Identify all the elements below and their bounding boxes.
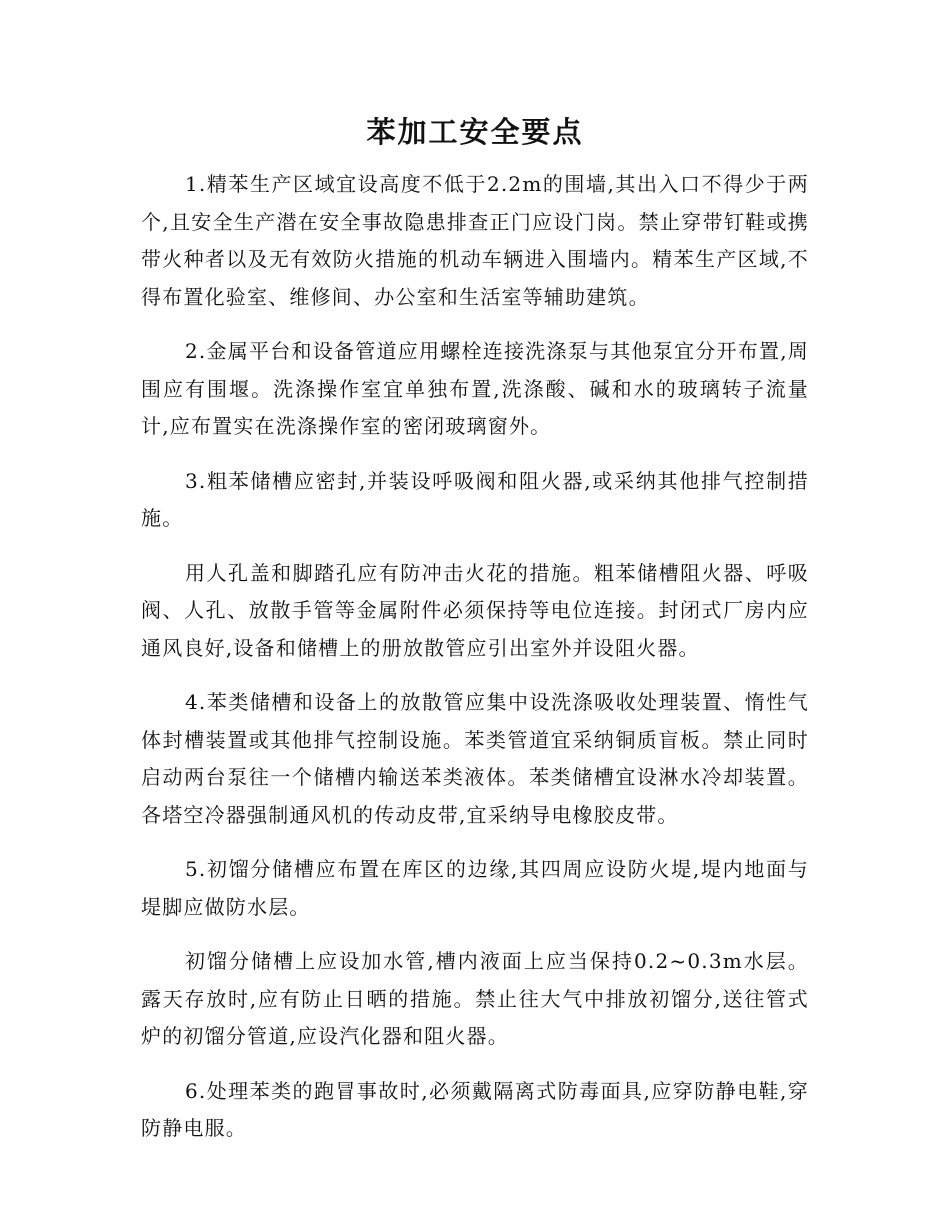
paragraph-4: 用人孔盖和脚踏孔应有防冲击火花的措施。粗苯储槽阻火器、呼吸阀、人孔、放散手管等金属附件必须保持等电位连接。封闭式厂房内应通风良好,设备和储槽上的册放散管应引出室外并设阻火器。 xyxy=(141,560,809,660)
paragraph-2: 2.金属平台和设备管道应用螺栓连接洗涤泵与其他泵宜分开布置,周围应有围堰。洗涤操作室宜单独布置,洗涤酸、碱和水的玻璃转子流量计,应布置实在洗涤操作室的密闭玻璃窗外。 xyxy=(141,339,809,438)
paragraph-3: 3.粗苯储槽应密封,并装设呼吸阀和阻火器,或采纳其他排气控制措施。 xyxy=(141,468,809,530)
document-title: 苯加工安全要点 xyxy=(366,115,584,149)
paragraph-8: 6.处理苯类的跑冒事故时,必须戴隔离式防毒面具,应穿防静电鞋,穿防静电服。 xyxy=(141,1078,809,1140)
document-body xyxy=(141,166,809,1165)
paragraph-6: 5.初馏分储槽应布置在库区的边缘,其四周应设防火堤,堤内地面与堤脚应做防水层。 xyxy=(141,857,809,919)
paragraph-1: 1.精苯生产区域宜设高度不低于2.2m的围墙,其出入口不得少于两个,且安全生产潜在安全事故隐患排查正门应设门岗。禁止穿带钉鞋或携带火种者以及无有效防火措施的机动车辆进入围墙内。精苯生产区域,不得布置化验室、维修间、办公室和生活室等辅助建筑。 xyxy=(141,172,809,309)
paragraph-7: 初馏分储槽上应设加水管,槽内液面上应当保持0.2~0.3m水层。露天存放时,应有防止日晒的措施。禁止往大气中排放初馏分,送往管式炉的初馏分管道,应设汽化器和阻火器。 xyxy=(141,949,809,1048)
paragraph-5: 4.苯类储槽和设备上的放散管应集中设洗涤吸收处理装置、惰性气体封槽装置或其他排气控制设施。苯类管道宜采纳铜质盲板。禁止同时启动两台泵往一个储槽内输送苯类液体。苯类储槽宜设淋水冷却装置。各塔空冷器强制通风机的传动皮带,宜采纳导电橡胶皮带。 xyxy=(141,690,809,827)
